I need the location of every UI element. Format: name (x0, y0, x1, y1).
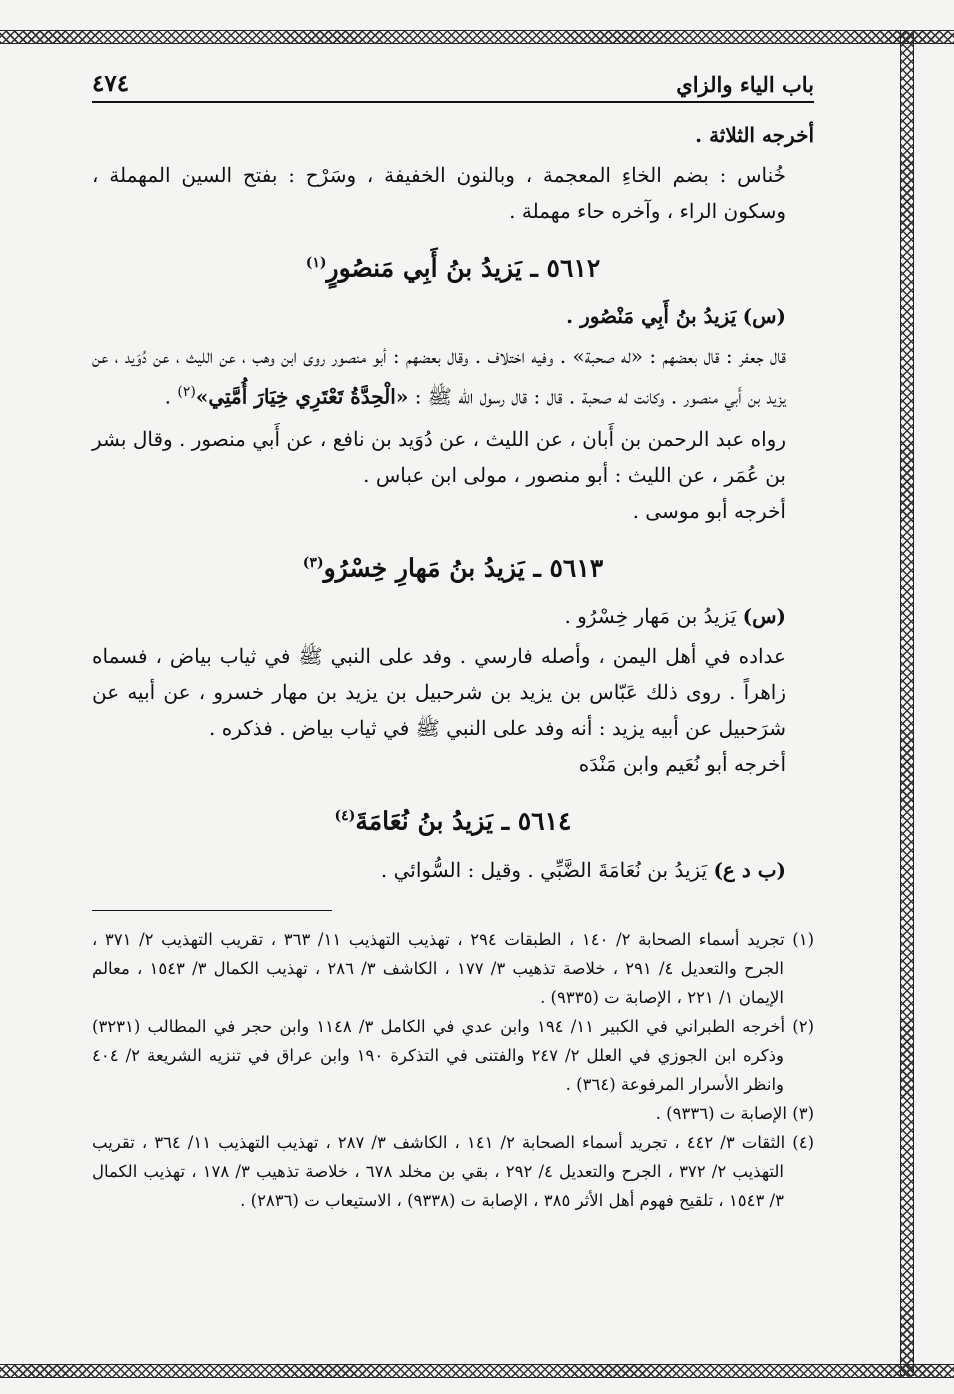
paragraph-text: قال جعفر : قال بعضهم : «له صحبة» . وفيه اختلاف . وقال بعضهم : أبو منصور روى ابن وهب ، عن الليث ، عن دُوَيد ، عن يزيد بن أَبي منصور . وكانت له صحبة . قال : قال رسول الله ﷺ : (92, 344, 786, 409)
entry-name: يَزيدُ بن نُعَامَةَ الضَّبِّي . وقيل : السُّوائي . (380, 857, 708, 882)
entry-title-text: ٥٦١٤ ـ يَزيدُ بنُ نُعَامَةَ (355, 806, 572, 836)
footnote-ref: (٤) (334, 808, 356, 825)
footnote-ref: (٣) (302, 554, 324, 571)
page-border-bottom (0, 1364, 954, 1378)
paragraph: أخرجه الثلاثة . (695, 123, 814, 147)
page-border-right (900, 30, 914, 1376)
source-code: (س) (742, 604, 786, 629)
entry-title (92, 243, 814, 288)
entry-name: يَزيدُ بن مَهار خِسْرُو . (564, 604, 737, 629)
page-number: ٤٧٤ (92, 70, 130, 97)
entry-subtitle (92, 852, 814, 888)
entry-name: يَزيدُ بنُ أَبِي مَنْصُور . (566, 304, 737, 329)
entry-title-text: ٥٦١٢ ـ يَزيدُ بنُ أَبِي مَنصُورٍ (326, 253, 601, 283)
footnote: (٢) أخرجه الطبراني في الكبير ١١/ ١٩٤ وابن عدي في الكامل ٣/ ١١٤٨ وابن حجر في المطالب (٣٢٣١) وذكره ابن الجوزي في العلل ٢/ ٢٤٧ والفتنى في التذكرة ١٩٠ وابن عراق في تنزيه الشريعة ٢/ ٤٠٤ وانظر الأسرار المرفوعة (٣٦٤) . (92, 1016, 815, 1094)
entry-title-text: ٥٦١٣ ـ يَزيدُ بنُ مَهارِ خِسْرُو (323, 553, 604, 583)
footnotes (92, 925, 814, 1215)
source-code: (ب د ع) (713, 857, 786, 882)
entry-title (92, 543, 814, 588)
paragraph: رواه عبد الرحمن بن أَبان ، عن الليث ، عن دُوَيد بن نافع ، عن أَبي منصور . وقال بشر بن عُمَر ، عن الليث : أبو منصور ، مولى ابن عباس . (92, 426, 786, 487)
footnote: (٣) الإصابة ت (٩٣٣٦) . (655, 1103, 814, 1123)
paragraph: قال جعفر : قال بعضهم : «له صحبة» . وفيه اختلاف . وقال بعضهم : أبو منصور روى ابن وهب ، عن الليث ، عن دُوَيد ، عن يزيد بن أَبي منصور . وكانت له صحبة . قال : قال رسول الله ﷺ : «الْحِدَّةُ تَعْتَرِي خِيَارَ أُمَّتِي»$^{(٢)}$ . (92, 344, 786, 409)
footnote: (١) تجريد أسماء الصحابة ٢/ ١٤٠ ، الطبقات ٢٩٤ ، تهذيب التهذيب ١١/ ٣٦٣ ، تقريب التهذيب ٢/ ٣٧١ ، الجرح والتعديل ٤/ ٢٩١ ، خلاصة تذهيب ٣/ ١٧٧ ، الكاشف ٣/ ٢٨٦ ، تهذيب الكمال ٣/ ١٥٤٣ ، معالم الإيمان ١/ ٢٢١ ، الإصابة ت (٩٣٣٥) . (92, 929, 815, 1007)
entry-title (92, 796, 814, 841)
page-content (92, 70, 814, 1215)
entry-subtitle (92, 298, 814, 334)
paragraph: أخرجه أبو موسى . (632, 498, 786, 523)
footnote-separator (92, 910, 332, 911)
paragraph: عداده في أهل اليمن ، وأصله فارسي . وفد على النبي ﷺ في ثياب بياض ، فسماه زاهراً . روى ذلك عَبّاس بن يزيد بن شرحبيل بن يزيد بن مهار خسرو ، عن أبيه عن شرَحبيل عن أبيه يزيد : أنه وفد على النبي ﷺ في ثياب بياض . فذكره . (92, 644, 786, 741)
source-code: (س) (742, 304, 786, 329)
paragraph: أخرجه أبو نُعَيم وابن مَنْدَه (578, 752, 786, 777)
hadith-quote: «الْحِدَّةُ تَعْتَرِي خِيَارَ أُمَّتِي» (195, 384, 409, 409)
footnote: (٤) الثقات ٣/ ٤٤٢ ، تجريد أسماء الصحابة ٢/ ١٤١ ، الكاشف ٣/ ٢٨٧ ، تهذيب التهذيب ١١/ ٣٦٤ ، تقريب التهذيب ٢/ ٣٧٢ ، الجرح والتعديل ٤/ ٢٩٢ ، بقي بن مخلد ٦٧٨ ، خلاصة تذهيب ٣/ ١٧٨ ، تهذيب الكمال ٣/ ١٥٤٣ ، تلقيح فهوم أهل الأثر ٣٨٥ ، الإصابة ت (٩٣٣٨) ، الاستيعاب ت (٢٨٣٦) . (92, 1132, 815, 1210)
running-title: باب الياء والزاي (676, 72, 814, 97)
page-header (92, 70, 814, 103)
paragraph: خُناس : بضم الخاءِ المعجمة ، وبالنون الخفيفة ، وسَرْح : بفتح السين المهملة ، وسكون الراء ، وآخره حاء مهملة . (92, 163, 786, 223)
page-border-top (0, 30, 954, 44)
footnote-ref: (٢) (177, 384, 196, 401)
footnote-ref: (١) (305, 255, 327, 271)
entry-subtitle (92, 598, 814, 634)
